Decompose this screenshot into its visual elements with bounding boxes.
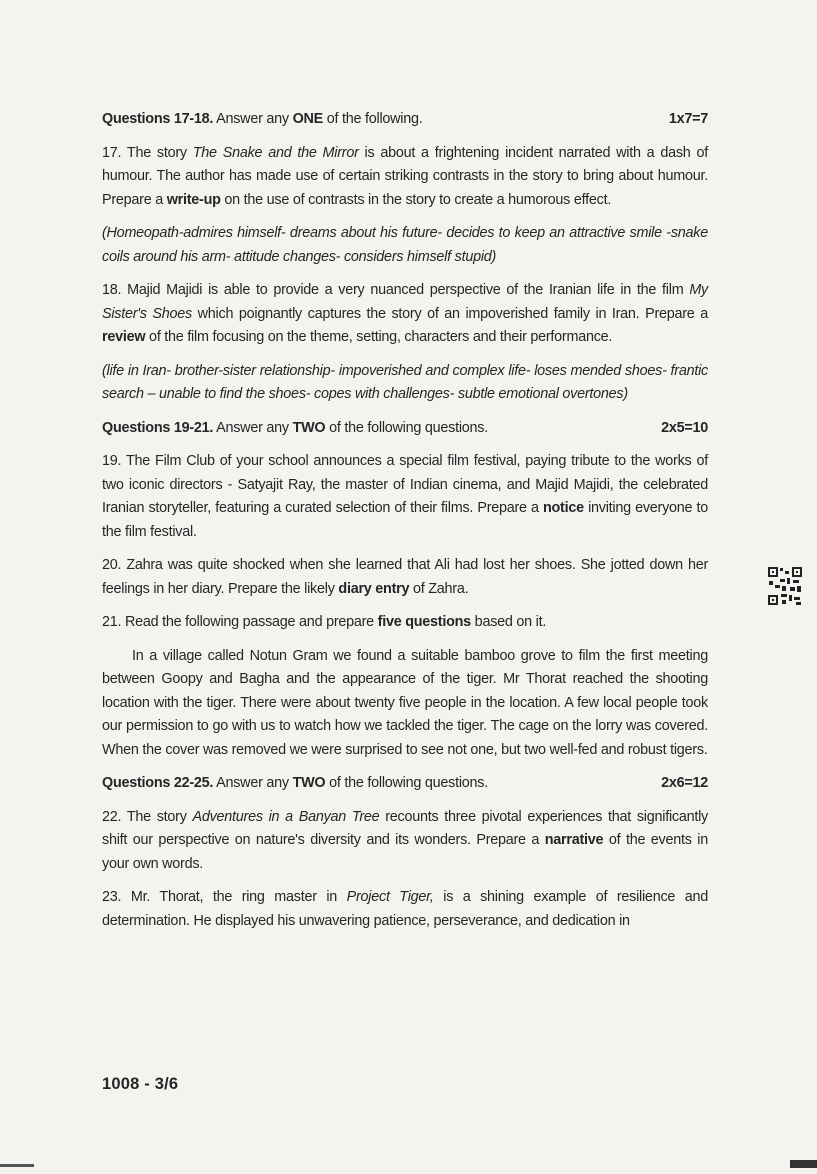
section-header-17-18: [102, 108, 708, 132]
q20-task: diary entry: [338, 580, 410, 597]
qr-code-icon: [767, 566, 803, 606]
question-17-hint: (Homeopath-admires himself- dreams about his future- decides to keep an attractive smile -snake coils around his arm- attitude changes- considers himself stupid): [102, 225, 708, 265]
q20-text-2: of Zahra.: [409, 580, 469, 597]
question-17: [102, 142, 708, 213]
q17-task: write-up: [166, 191, 221, 208]
question-23: [102, 886, 708, 933]
scan-edge-mark: [0, 1164, 34, 1167]
section-instruction-tail: of the following questions.: [325, 775, 488, 791]
exam-page: [102, 108, 708, 943]
q20-text-1: 20. Zahra was quite shocked when she learned that Ali had lost her shoes. She jotted down her feelings in her diary. Prepare the likely: [102, 557, 708, 597]
section-title: [102, 417, 488, 441]
q18-text-2: which poignantly captures the story of an impoverished family in Iran. Prepare a: [191, 305, 708, 322]
scan-edge-mark: [790, 1160, 817, 1168]
question-19: [102, 450, 708, 544]
page-number-footer: 1008 - 3/6: [102, 1075, 179, 1093]
q19-text-2: inviting everyone to the film festival.: [102, 500, 708, 540]
q21-text-1: 21. Read the following passage and prepare: [102, 614, 378, 630]
q17-text-2: is about a frightening incident narrated with a dash of humour. The author has made use of certain striking contrasts in the story to bring about humour. Prepare a: [102, 144, 708, 208]
section-title: [102, 772, 488, 796]
section-marks: 2x5=10: [661, 419, 708, 436]
q22-story-title: Adventures in a Banyan Tree: [192, 808, 380, 825]
section-number: Questions 19-21.: [102, 419, 214, 436]
question-20: [102, 554, 708, 601]
q22-text-1: 22. The story: [102, 808, 193, 825]
question-18-hint: (life in Iran- brother-sister relationship- impoverished and complex life- loses mended shoes- frantic search – unable to find the shoes- copes with challenges- subtle emotional overtones): [102, 362, 708, 402]
question-22: [102, 806, 708, 877]
section-count: TWO: [292, 419, 326, 436]
q21-task: five questions: [377, 614, 471, 630]
q17-text-1: 17. The story: [102, 144, 193, 161]
section-instruction: Answer any: [213, 419, 293, 436]
q22-text-3: of the events in your own words.: [102, 832, 708, 872]
section-marks: 1x7=7: [668, 111, 708, 127]
section-title: [102, 108, 423, 132]
q23-text-2: is a shining example of resilience and determination. He displayed his unwavering patience, perseverance, and dedication in: [102, 889, 708, 929]
q18-text-1: 18. Majid Majidi is able to provide a very nuanced perspective of the Iranian life in the film: [102, 282, 690, 298]
section-count: TWO: [292, 775, 326, 791]
section-number: Questions 22-25.: [102, 775, 214, 791]
section-number: Questions 17-18.: [102, 111, 214, 127]
q19-task: notice: [542, 500, 584, 516]
question-21: [102, 611, 708, 635]
q18-film-title: My Sister's Shoes: [102, 282, 708, 322]
q22-text-2: recounts three pivotal experiences that significantly shift our perspective on nature's diversity and its wonders. Prepare a: [102, 808, 708, 848]
q23-text-1: 23. Mr. Thorat, the ring master in: [102, 889, 347, 905]
q23-chapter-title: Project Tiger,: [346, 889, 434, 905]
question-21-passage: In a village called Notun Gram we found a suitable bamboo grove to film the first meeting between Goopy and Bagha and the appearance of the tiger. Mr Thorat reached the shooting location with the tiger. There were about twenty five people in the location. A few local people took our permission to go with us to watch how we tackled the tiger. The cage on the lorry was covered. When the cover was removed we were surprised to see not one, but two well-fed and robust tigers.: [102, 647, 708, 758]
q19-text-1: 19. The Film Club of your school announces a special film festival, paying tribute to the works of two iconic directors - Satyajit Ray, the master of Indian cinema, and Majid Majidi, the celebrated Iranian storyteller, featuring a curated selection of their films. Prepare a: [102, 453, 708, 516]
q17-text-3: on the use of contrasts in the story to create a humorous effect.: [220, 191, 612, 208]
q18-text-3: of the film focusing on the theme, setting, characters and their performance.: [145, 329, 613, 345]
question-18: [102, 279, 708, 350]
q21-text-2: based on it.: [470, 614, 547, 630]
section-instruction-tail: of the following.: [323, 111, 423, 127]
q17-story-title: The Snake and the Mirror: [192, 144, 359, 161]
section-marks: 2x6=12: [661, 775, 708, 791]
section-instruction-tail: of the following questions.: [325, 419, 488, 436]
section-instruction: Answer any: [213, 775, 293, 791]
section-header-22-25: [102, 772, 708, 796]
q18-task: review: [102, 329, 146, 345]
q22-task: narrative: [544, 832, 604, 848]
section-count: ONE: [292, 111, 323, 127]
section-instruction: Answer any: [213, 111, 293, 127]
section-header-19-21: [102, 417, 708, 441]
